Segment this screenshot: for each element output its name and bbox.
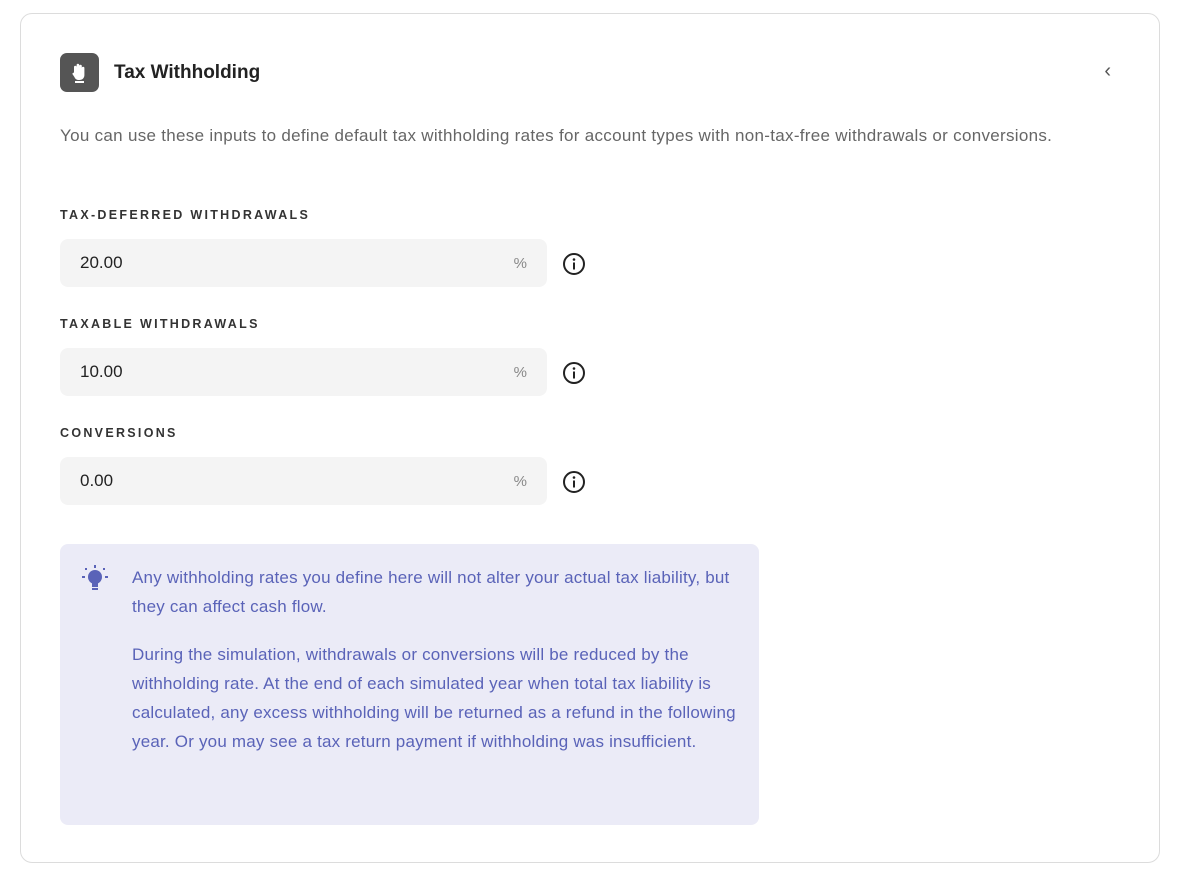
tax-withholding-card: [20, 13, 1160, 863]
input-value: 20.00: [80, 253, 123, 272]
field-label: TAXABLE WITHDRAWALS: [60, 317, 260, 331]
card-header: [60, 53, 260, 92]
percent-suffix: %: [513, 254, 527, 272]
card-description: You can use these inputs to define default tax withholding rates for account types with non-tax-free withdrawals or conversions.: [60, 126, 1053, 145]
tip-paragraph-2: During the simulation, withdrawals or conversions will be reduced by the withholding rate. At the end of each simulated year when total tax liability is calculated, any excess withholding will be returned as a refund in the following year. Or you may see a tax return payment if withholding was insufficient.: [132, 645, 736, 751]
conversions-input[interactable]: [60, 457, 547, 505]
tip-paragraph-1: Any withholding rates you define here will not alter your actual tax liability, but they can affect cash flow.: [132, 568, 730, 616]
card-title: Tax Withholding: [114, 61, 261, 83]
input-value: 0.00: [80, 471, 114, 490]
info-icon[interactable]: [562, 361, 586, 385]
percent-suffix: %: [513, 363, 527, 381]
info-tip-box: [60, 544, 759, 825]
info-icon[interactable]: [562, 252, 586, 276]
tax-deferred-input[interactable]: [60, 239, 547, 287]
field-label: TAX-DEFERRED WITHDRAWALS: [60, 208, 311, 222]
taxable-input[interactable]: [60, 348, 547, 396]
collapse-chevron-icon[interactable]: ‹: [1104, 60, 1111, 82]
percent-suffix: %: [513, 472, 527, 490]
lightbulb-icon: [80, 564, 110, 596]
input-value: 10.00: [80, 362, 123, 381]
field-label: CONVERSIONS: [60, 426, 178, 440]
hand-icon: [60, 53, 99, 92]
info-icon[interactable]: [562, 470, 586, 494]
